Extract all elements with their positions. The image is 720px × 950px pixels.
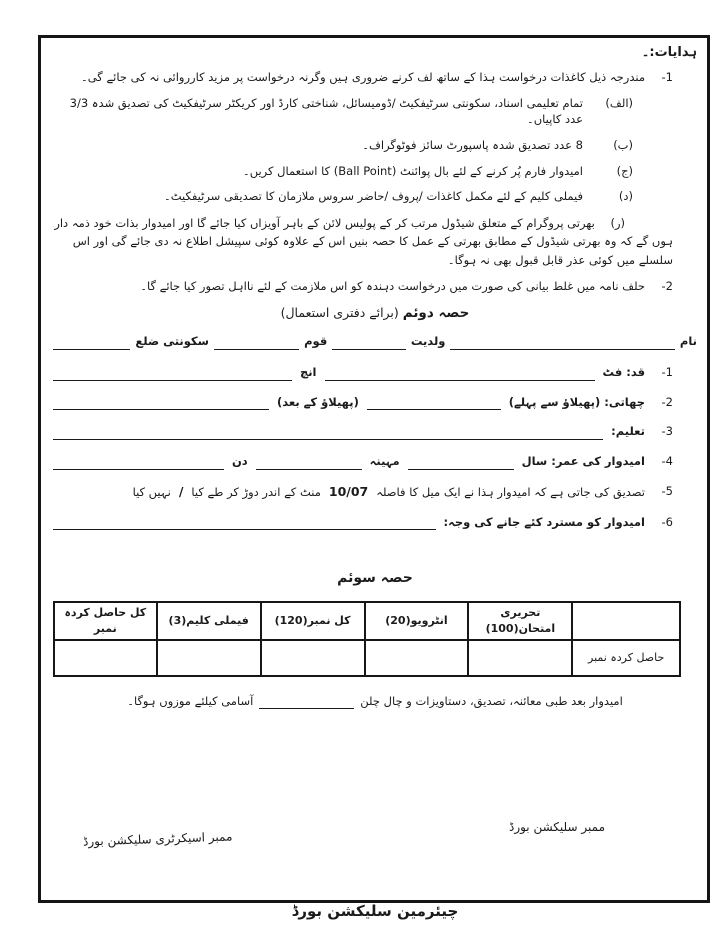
obtained-row-label: حاصل کردہ نمبر bbox=[572, 640, 680, 676]
q2-marker: 2- bbox=[661, 394, 673, 409]
marks-table-header-row bbox=[54, 602, 680, 640]
height-inches-blank-line bbox=[53, 365, 292, 381]
name-blank-line bbox=[450, 334, 675, 350]
member-selection-board-signature-label: ممبر سلیکشن بورڈ bbox=[508, 820, 605, 835]
age-field-row bbox=[53, 453, 697, 470]
sub-item-jeem bbox=[53, 163, 697, 180]
caste-field-label: قوم bbox=[304, 334, 328, 349]
instruction-item-2 bbox=[53, 278, 697, 295]
obtained-interview-cell bbox=[365, 640, 469, 676]
header-cell-empty bbox=[572, 602, 680, 640]
fitness-statement-row bbox=[53, 693, 697, 710]
education-blank-line bbox=[53, 424, 603, 440]
marks-table-obtained-row bbox=[54, 640, 680, 676]
mile-run-slash: / bbox=[178, 483, 184, 499]
signature-row bbox=[53, 819, 697, 848]
member-secretary-signature-label: ممبر اسیکرٹری سلیکشن بورڈ bbox=[82, 829, 233, 849]
part2-heading bbox=[53, 304, 697, 324]
mile-run-text-b: منٹ کے اندر دوڑ کر طے کیا bbox=[191, 485, 321, 500]
caste-blank-line bbox=[214, 334, 299, 350]
header-cell-family-claim: فیملی کلیم(3) bbox=[157, 602, 261, 640]
sub-item-be-marker: (ب) bbox=[613, 137, 633, 152]
education-field-row bbox=[53, 423, 697, 440]
q5-marker: 5- bbox=[661, 483, 673, 498]
q3-marker: 3- bbox=[661, 424, 673, 439]
sub-item-alif-marker: (الف) bbox=[605, 95, 633, 110]
q4-marker: 4- bbox=[661, 453, 673, 468]
sub-item-alif bbox=[53, 95, 697, 128]
item-2-text: حلف نامہ میں غلط بیانی کی صورت میں درخواست دہندہ کو اس ملازمت کے لئے نااہل تصور کیا جائے گا۔ bbox=[140, 279, 645, 294]
sub-item-daal bbox=[53, 188, 697, 205]
sub-item-daal-text: فیملی کلیم کے لئے مکمل کاغذات /پروف /حاضر سروس ملازمان کا تصدیقی سرٹیفکیٹ۔ bbox=[164, 189, 583, 204]
age-months-label: مہینہ bbox=[369, 453, 400, 468]
chest-field-row bbox=[53, 394, 697, 411]
chairman-signature-label: چیئرمین سلیکشن بورڈ bbox=[291, 901, 459, 920]
form-page-border bbox=[38, 35, 710, 920]
item-1-marker: 1- bbox=[661, 69, 673, 84]
age-years-label: امیدوار کی عمر: سال bbox=[521, 453, 645, 468]
sub-item-be bbox=[53, 137, 697, 154]
fitness-text-b: آسامی کیلئے موزوں ہوگا۔ bbox=[127, 693, 254, 708]
sub-item-daal-marker: (د) bbox=[618, 189, 633, 204]
instruction-item-1 bbox=[53, 69, 697, 86]
sub-item-jeem-text: امیدوار فارم پُر کرنے کے لئے بال پوائنٹ (Ball Point) کا استعمال کریں۔ bbox=[242, 163, 583, 178]
height-field-row bbox=[53, 364, 697, 381]
identity-fields-row bbox=[53, 333, 697, 350]
father-name-blank-line bbox=[332, 334, 406, 350]
fitness-blank-line bbox=[259, 694, 354, 709]
sub-item-jeem-marker: (ج) bbox=[616, 163, 633, 178]
part2-title: حصہ دوئم bbox=[402, 304, 470, 321]
header-cell-total-marks: کل نمبر(120) bbox=[261, 602, 365, 640]
age-months-blank-line bbox=[256, 454, 362, 470]
obtained-written-cell bbox=[468, 640, 572, 676]
height-inches-label: انچ bbox=[299, 364, 317, 379]
height-feet-label: قد: فٹ bbox=[602, 364, 645, 379]
part2-title-note: (برائے دفتری استعمال) bbox=[280, 304, 399, 320]
father-name-field-label: ولدیت bbox=[410, 334, 446, 349]
obtained-grand-cell bbox=[54, 640, 157, 676]
mile-run-text-c: نہیں کیا bbox=[132, 485, 171, 500]
marks-table bbox=[53, 601, 681, 677]
rejection-reason-row bbox=[53, 514, 697, 531]
chest-before-label: چھاتی: (پھیلاؤ سے پہلے) bbox=[508, 394, 645, 409]
mile-run-row bbox=[53, 483, 697, 501]
chest-after-blank-line bbox=[53, 394, 269, 410]
rejection-reason-blank-line bbox=[53, 514, 436, 530]
education-label: تعلیم: bbox=[611, 424, 645, 439]
age-days-label: دن bbox=[231, 453, 248, 468]
item-1-text: مندرجہ ذیل کاغذات درخواست ہذا کے ساتھ لف کرنے ضروری ہیں وگرنہ درخواست پر مزید کارروائی نہ کی جائے گی۔ bbox=[80, 69, 645, 84]
height-feet-blank-line bbox=[325, 365, 595, 381]
chest-before-blank-line bbox=[367, 394, 501, 410]
sub-item-ray bbox=[53, 214, 673, 269]
instructions-heading: ہدایات:۔ bbox=[641, 45, 697, 60]
header-cell-grand-total: کل حاصل کردہ نمبر bbox=[54, 602, 157, 640]
header-cell-written-exam: تحریری امتحان(100) bbox=[468, 602, 572, 640]
district-blank-line bbox=[53, 334, 130, 350]
obtained-family-cell bbox=[157, 640, 261, 676]
sub-item-alif-text: تمام تعلیمی اسناد، سکونتی سرٹیفکیٹ /ڈومیسائل، شناختی کارڈ اور کریکٹر سرٹیفکیٹ کی تصدیق شدہ 3/3 عدد کاپیاں۔ bbox=[69, 95, 583, 127]
rejection-reason-label: امیدوار کو مسترد کئے جانے کی وجہ: bbox=[443, 514, 645, 529]
name-field-label: نام bbox=[679, 334, 697, 349]
q1-marker: 1- bbox=[661, 364, 673, 379]
header-cell-interview: انٹرویو(20) bbox=[365, 602, 469, 640]
district-field-label: سکونتی ضلع bbox=[135, 334, 209, 349]
chest-after-label: (پھیلاؤ کے بعد) bbox=[276, 394, 359, 409]
item-2-marker: 2- bbox=[661, 279, 673, 294]
mile-run-text-a: تصدیق کی جاتی ہے کہ امیدوار ہذا نے ایک میل کا فاصلہ bbox=[376, 485, 645, 500]
part3-title: حصہ سوئم bbox=[337, 570, 413, 587]
sub-item-ray-marker: (ر) bbox=[610, 215, 625, 230]
age-years-blank-line bbox=[408, 454, 514, 470]
fitness-text-a: امیدوار بعد طبی معائنہ، تصدیق، دستاویزات و چال چلن bbox=[360, 693, 623, 708]
sub-item-ray-text: بھرتی پروگرام کے متعلق شیڈول مرتب کر کے پولیس لائن کے باہر آویزاں کیا جائے گا اور امیدوار بذات خود ذمہ دار ہوں گے کہ وہ بھرتی شیڈول کے مطابق بھرتی کے عمل کا حصہ بنیں اس کے علاوہ کوئی سپیشل اطلاع نہ دی جائے گی اور اس سلسلے میں کوئی عذر قابل قبول بھی نہ ہوگا۔ bbox=[54, 215, 673, 267]
age-days-blank-line bbox=[53, 454, 224, 470]
sub-item-be-text: 8 عدد تصدیق شدہ پاسپورٹ سائز فوٹوگراف۔ bbox=[362, 137, 583, 152]
mile-run-minutes-value: 10/07 bbox=[328, 483, 369, 499]
q6-marker: 6- bbox=[661, 514, 673, 529]
obtained-total-cell bbox=[261, 640, 365, 676]
